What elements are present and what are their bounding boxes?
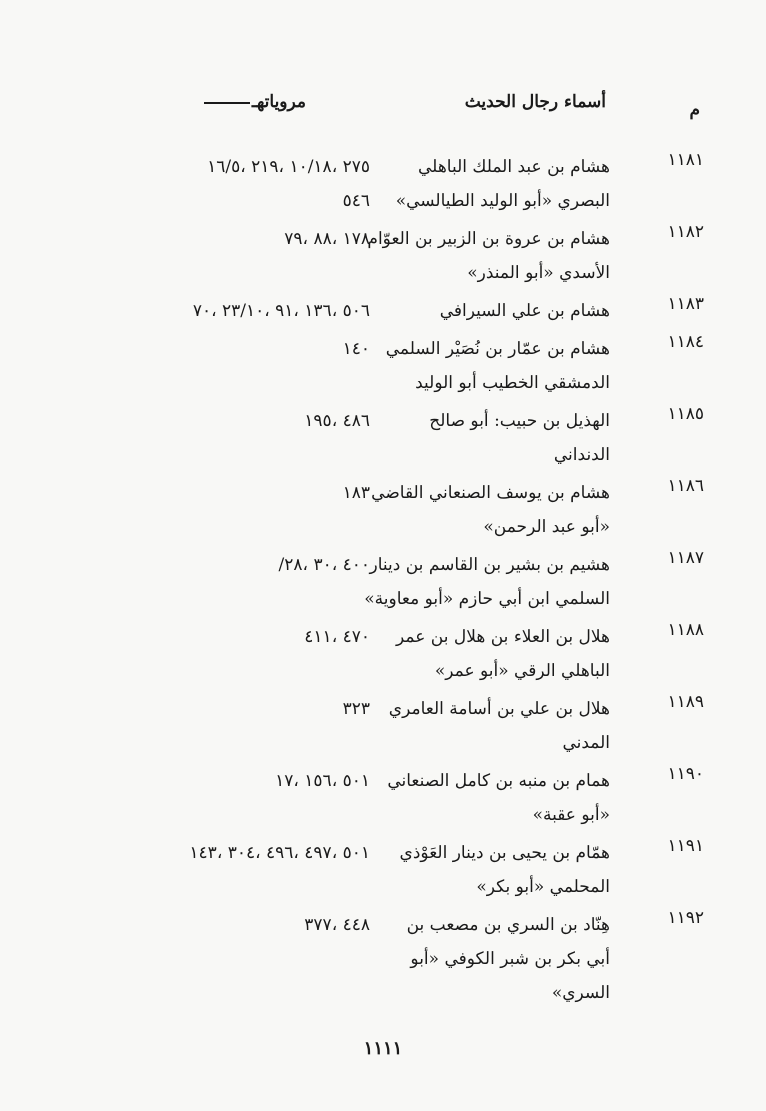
header-name-label: أسماء رجال الحديث: [464, 92, 606, 112]
entry-number: ١١٨٣: [667, 294, 704, 314]
entry-row: [0, 692, 766, 760]
entry-number: ١١٨٨: [667, 620, 704, 640]
narrator-name: [374, 836, 610, 904]
narrator-name-line: هلال بن العلاء بن هلال بن عمر: [396, 627, 610, 647]
entry-row: [0, 476, 766, 544]
entry-number: ١١٨١: [667, 150, 704, 170]
header-number-label: م: [689, 100, 700, 120]
entry-row: [0, 150, 766, 218]
narrator-name: [374, 404, 610, 472]
entry-number: ١١٩٢: [667, 908, 704, 928]
narration-refs: [110, 294, 374, 328]
narrator-name-line: «أبو عبد الرحمن»: [483, 517, 610, 537]
entry-row: [0, 332, 766, 400]
entry-row: [0, 404, 766, 472]
narrator-name: [367, 222, 610, 290]
narrator-name-line: السري»: [551, 983, 610, 1003]
header-refs-underline: [204, 102, 250, 104]
narrator-name-line: المدني: [562, 733, 610, 753]
narrator-name: [374, 332, 610, 400]
narrator-name: [371, 476, 610, 544]
narrator-name-line: «أبو عقبة»: [532, 805, 610, 825]
narration-refs-line: ١٧٨ ،٨٨ ،٧٩: [284, 229, 370, 249]
narration-refs: [110, 908, 374, 942]
narration-refs: [110, 620, 374, 654]
narrator-name: [374, 620, 610, 688]
narrator-name-line: أبي بكر بن شبر الكوفي «أبو: [410, 949, 610, 969]
entry-row: [0, 908, 766, 1010]
narrator-name-line: همّام بن يحيى بن دينار العَوْذي: [399, 843, 610, 863]
narrator-name-line: هشيم بن بشير بن القاسم بن دينار: [369, 555, 610, 575]
narration-refs-line: ٤٤٨ ،٣٧٧: [304, 915, 370, 935]
narration-refs-line: ٤٠٠ ،٣٠ ،٢٨/: [278, 555, 370, 575]
entry-number: ١١٨٧: [667, 548, 704, 568]
narrator-name-line: الهذيل بن حبيب: أبو صالح: [429, 411, 610, 431]
header-refs-label: مروياتهـ: [204, 92, 306, 112]
narrator-name-line: هشام بن عمّار بن نُصَيْر السلمي: [385, 339, 610, 359]
entry-number: ١١٨٥: [667, 404, 704, 424]
narration-refs-line: ٥٤٦: [342, 191, 370, 211]
narration-refs: [110, 692, 374, 726]
narrator-name: [374, 764, 610, 832]
entry-number: ١١٨٤: [667, 332, 704, 352]
narration-refs-line: ٥٠١ ،١٥٦ ،١٧: [275, 771, 370, 791]
narration-refs: [110, 222, 374, 256]
narrator-name: [364, 548, 610, 616]
entry-row: [0, 764, 766, 832]
entry-number: ١١٨٦: [667, 476, 704, 496]
entry-number: ١١٨٢: [667, 222, 704, 242]
narrator-name-line: هشام بن يوسف الصنعاني القاضي: [371, 483, 610, 503]
narration-refs: [110, 476, 374, 510]
narrator-name-line: السلمي ابن أبي حازم «أبو معاوية»: [364, 589, 610, 609]
entry-number: ١١٨٩: [667, 692, 704, 712]
narrator-name-line: الدمشقي الخطيب أبو الوليد: [415, 373, 610, 393]
entry-number: ١١٩١: [667, 836, 704, 856]
entry-row: [0, 620, 766, 688]
narrator-name-line: الدنداني: [553, 445, 610, 465]
narration-refs-line: ٤٨٦ ،١٩٥: [304, 411, 370, 431]
narration-refs: [110, 332, 374, 366]
narration-refs-line: ٥٠١ ،٤٩٧ ،٤٩٦ ،٣٠٤ ،١٤٣: [189, 843, 370, 863]
narrator-name-line: هشام بن عبد الملك الباهلي: [418, 157, 610, 177]
narrator-name-line: هلال بن علي بن أسامة العامري: [388, 699, 610, 719]
entry-row: [0, 222, 766, 290]
narration-refs-line: ٢٧٥ ،١٠/١٨ ،٢١٩ ،١٦/٥: [207, 157, 370, 177]
narration-refs-line: ٥٠٦ ،١٣٦ ،٩١ ،٢٣/١٠ ،٧٠: [192, 301, 370, 321]
narrator-name: [374, 692, 610, 760]
narration-refs: [110, 548, 374, 582]
narration-refs-line: ٣٢٣: [342, 699, 370, 719]
entry-row: [0, 294, 766, 328]
narration-refs-line: ١٤٠: [342, 339, 370, 359]
narration-refs: [110, 836, 374, 870]
narrator-name: [374, 294, 610, 328]
narrator-name-line: هشام بن علي السيرافي: [439, 301, 610, 321]
narrator-name-line: هشام بن عروة بن الزبير بن العوّام: [367, 229, 610, 249]
narrator-name: [374, 908, 610, 1010]
narration-refs-line: ٤٧٠ ،٤١١: [304, 627, 370, 647]
table-header: [0, 92, 766, 132]
entry-row: [0, 836, 766, 904]
narration-refs: [110, 764, 374, 798]
narration-refs: [110, 404, 374, 438]
narrator-name-line: الأسدي «أبو المنذر»: [467, 263, 610, 283]
narrator-name: [374, 150, 610, 218]
narration-refs-line: ١٨٣: [342, 483, 370, 503]
narrator-name-line: هِنّاد بن السري بن مصعب بن: [406, 915, 610, 935]
narrator-name-line: الباهلي الرقي «أبو عمر»: [434, 661, 610, 681]
narrator-name-line: البصري «أبو الوليد الطيالسي»: [395, 191, 610, 211]
narrator-name-line: همام بن منبه بن كامل الصنعاني: [387, 771, 610, 791]
narrator-name-line: المحلمي «أبو بكر»: [476, 877, 610, 897]
page-number: ١١١١: [363, 1038, 403, 1059]
narration-refs: [110, 150, 374, 218]
entry-row: [0, 548, 766, 616]
entry-number: ١١٩٠: [667, 764, 704, 784]
